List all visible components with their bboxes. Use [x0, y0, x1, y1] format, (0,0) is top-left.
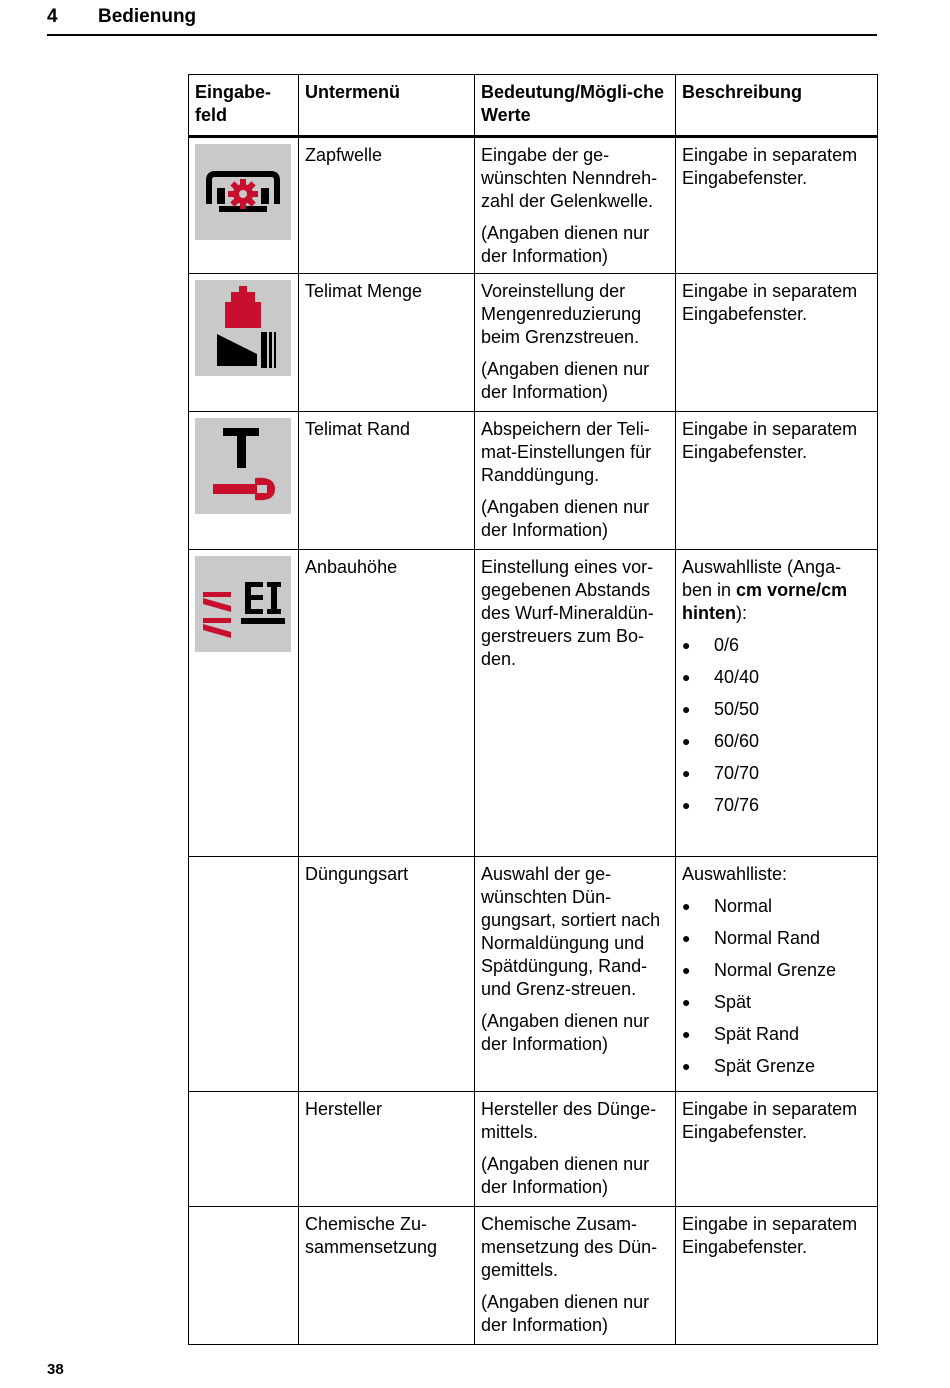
list-item: ● 50/50	[682, 698, 871, 721]
submenu-cell	[299, 274, 475, 412]
icon-cell	[189, 857, 299, 1092]
list-item: ● Spät Rand	[682, 1023, 871, 1046]
list-item: ● 60/60	[682, 730, 871, 753]
list-item: ● Normal	[682, 895, 871, 918]
column-header-description: Beschreibung	[676, 75, 878, 137]
chapter-number: 4	[47, 6, 58, 27]
icon-cell	[189, 412, 299, 550]
table-row	[189, 274, 878, 412]
icon-cell	[189, 137, 299, 274]
submenu-label: Telimat Menge	[305, 281, 423, 301]
meaning-text: Auswahl der ge-wünschten Dün-gungsart, sortiert nach Normaldüngung und Spätdüngung, Rand- und Grenz-streuen.	[481, 864, 661, 999]
submenu-cell	[299, 1207, 475, 1345]
info-note: (Angaben dienen nur der Information)	[481, 223, 650, 266]
meaning-cell	[475, 1092, 676, 1207]
description-cell	[676, 412, 878, 550]
page-header	[47, 4, 877, 36]
unit-label: cm vorne/cm hinten	[682, 580, 848, 623]
option-list	[682, 895, 871, 1078]
description-text: Eingabe in separatem Eingabefenster.	[682, 1099, 858, 1142]
meaning-text: Abspeichern der Teli-mat-Einstellungen für Randdüngung.	[481, 419, 652, 485]
list-item: ● Spät Grenze	[682, 1055, 871, 1078]
submenu-label: Anbauhöhe	[305, 557, 398, 577]
meaning-cell	[475, 274, 676, 412]
table-header-row	[189, 75, 878, 137]
submenu-cell	[299, 550, 475, 857]
description-cell	[676, 274, 878, 412]
telimat-wrench-icon	[195, 418, 291, 514]
submenu-cell	[299, 857, 475, 1092]
description-text: Auswahlliste (Anga-ben in cm vorne/cm hinten):	[682, 557, 848, 623]
list-item: ● Spät	[682, 991, 871, 1014]
list-item: ● 0/6	[682, 634, 871, 657]
submenu-label: Telimat Rand	[305, 419, 411, 439]
meaning-cell	[475, 857, 676, 1092]
table-row	[189, 857, 878, 1092]
submenu-cell	[299, 137, 475, 274]
description-text: Eingabe in separatem Eingabefenster.	[682, 281, 858, 324]
table-row	[189, 550, 878, 857]
description-cell	[676, 857, 878, 1092]
description-text: Eingabe in separatem Eingabefenster.	[682, 145, 858, 188]
column-header-submenu: Untermenü	[299, 75, 475, 137]
table-row	[189, 137, 878, 274]
description-cell	[676, 1092, 878, 1207]
submenu-cell	[299, 1092, 475, 1207]
icon-cell	[189, 274, 299, 412]
info-note: (Angaben dienen nur der Information)	[481, 1011, 650, 1054]
settings-table	[188, 74, 878, 1345]
table-row	[189, 1092, 878, 1207]
table-row	[189, 412, 878, 550]
submenu-cell	[299, 412, 475, 550]
mounting-height-icon	[195, 556, 291, 652]
info-note: (Angaben dienen nur der Information)	[481, 359, 650, 402]
meaning-cell	[475, 550, 676, 857]
meaning-cell	[475, 412, 676, 550]
info-note: (Angaben dienen nur der Information)	[481, 1292, 650, 1335]
info-note: (Angaben dienen nur der Information)	[481, 1154, 650, 1197]
submenu-label: Düngungsart	[305, 864, 409, 884]
meaning-text: Eingabe der ge-wünschten Nenndreh-zahl der Gelenkwelle.	[481, 145, 658, 211]
meaning-text: Hersteller des Dünge-mittels.	[481, 1099, 657, 1142]
list-item: ● 70/70	[682, 762, 871, 785]
meaning-cell	[475, 1207, 676, 1345]
column-header-meaning: Bedeutung/Mögli-che Werte	[475, 75, 676, 137]
option-list	[682, 634, 871, 817]
submenu-label: Chemische Zu-sammensetzung	[305, 1214, 438, 1257]
icon-cell	[189, 550, 299, 857]
icon-cell	[189, 1207, 299, 1345]
table-row	[189, 1207, 878, 1345]
description-cell	[676, 1207, 878, 1345]
meaning-text: Voreinstellung der Mengenreduzierung beim Grenzstreuen.	[481, 281, 642, 347]
info-note: (Angaben dienen nur der Information)	[481, 497, 650, 540]
list-item: ● 40/40	[682, 666, 871, 689]
description-text: Eingabe in separatem Eingabefenster.	[682, 1214, 858, 1257]
meaning-text: Einstellung eines vor-gegebenen Abstands des Wurf-Mineraldün-gerstreuers zum Bo-den.	[481, 557, 654, 669]
description-text: Auswahlliste:	[682, 864, 788, 884]
pto-shaft-gear-icon	[195, 144, 291, 240]
submenu-label: Hersteller	[305, 1099, 383, 1119]
list-item: ● Normal Rand	[682, 927, 871, 950]
description-text: Eingabe in separatem Eingabefenster.	[682, 419, 858, 462]
icon-cell	[189, 1092, 299, 1207]
page-number: 38	[47, 1361, 64, 1378]
column-header-input-field: Eingabe-feld	[189, 75, 299, 137]
chapter-title: Bedienung	[98, 6, 197, 27]
meaning-text: Chemische Zusam-mensetzung des Dün-gemittels.	[481, 1214, 658, 1280]
description-cell	[676, 550, 878, 857]
submenu-label: Zapfwelle	[305, 145, 383, 165]
meaning-cell	[475, 137, 676, 274]
telimat-weight-icon	[195, 280, 291, 376]
list-item: ● Normal Grenze	[682, 959, 871, 982]
description-cell	[676, 137, 878, 274]
list-item: ● 70/76	[682, 794, 871, 817]
